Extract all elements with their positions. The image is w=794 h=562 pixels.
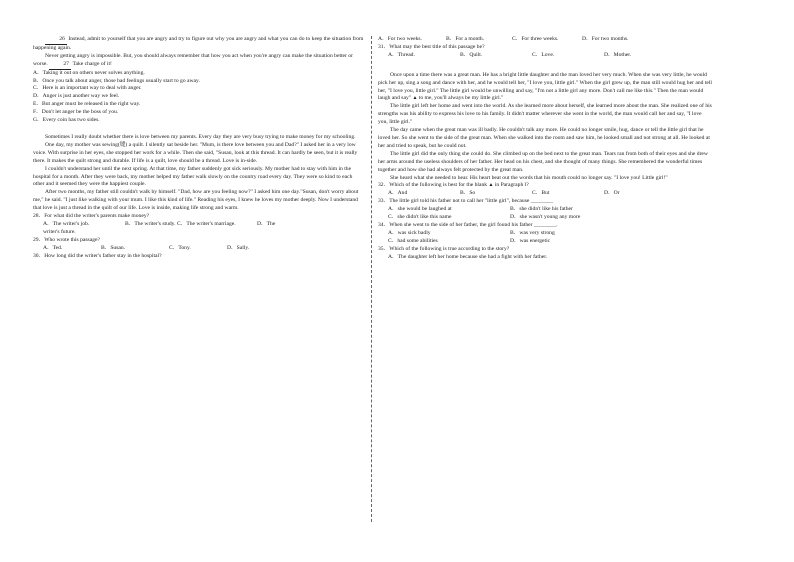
story-paragraph-2: One day, my mother was sewing(缝) a quilt. I silently sat beside her. "Mum, is there love between you and Dad?" I asked her in a very low voice. With surprise in her eyes, she stopped her work for a while. Then she said, "Susan, look at this thread. It can hardly be seen, but it is really there. It makes the quilt strong and durable. If life is a quilt, love should be a thread. Love is in-side. (33, 141, 358, 164)
q30-option-b: B．For a month. (446, 36, 485, 42)
story-paragraph-4: After two months, my father still couldn't walk by himself. "Dad, how are you feeling now?" I asked him one day."Susan, don't worry about me," he said. "I just like walking with your mum. I like this kind of life." Reading his eyes, I knew he loves my mother deeply. Now I understand that love is just a thread in the quilt of our life. Love is inside, making life strong and warm. (33, 189, 359, 212)
question-34: 34．When she went to the side of her father, the girl found his father ________. (378, 221, 558, 228)
option-b: B．Once you talk about anger, those bad feelings usually start to go away. (33, 77, 200, 84)
q29-option-d: D．Sally. (227, 244, 250, 251)
story2-paragraph-1: Once upon a time there was a great man. He has a bright little daughter and the man loved her very much. When she was very little, he would pick her up, sing a song and dance with her, and he would tell her, "I love you, little girl." When the girl grew up, the man still would hug her and tell her, "I love you, little girl." The little girl would be unwilling and say, "I'm not a little girl any more. Don't call me like this." Then the man would laugh and say" ▲ to me, you'll always be my little girl." (378, 71, 712, 102)
q35-option-a: A．The daughter left her home because she had a fight with her father. (388, 253, 548, 260)
story-paragraph-3: I couldn't understand her until the next spring. At that time, my father suddenly got sick seriously. My mother had to stay with him in the hospital for a month. After they were back, my mother helped my father walk slowly on the country road every day. They were so kind to each other and it seemed they were the happiest couple. (33, 165, 353, 188)
q28-option-d: D．The (257, 220, 276, 227)
question-30-options (378, 36, 712, 44)
q31-option-a: A．Thread. (388, 51, 415, 58)
option-c: C．Here is an important way to deal with anger. (33, 85, 142, 92)
q28-option-d-continued: writer's future. (43, 228, 76, 235)
paragraph-continuation: 26 Instead, admit to yourself that you are angry and try to figure out why you are angry and what you can do to keep the situation from happening again. (33, 36, 364, 51)
left-column (33, 36, 365, 260)
story-paragraph-1: Sometimes I really doubt whether there is love between my parents. Every day they are very busy trying to make money for my schooling. (45, 133, 356, 140)
q31-option-d: D．Mother. (604, 51, 632, 58)
q33-option-b: B．she didn't like his father (510, 206, 573, 213)
q29-option-a: A．Ted. (43, 244, 63, 251)
q32-option-d: D．Or (604, 190, 620, 197)
q32-option-a: A．And (388, 190, 408, 197)
q31-option-c: C．Love. (532, 51, 555, 58)
question-28-options (33, 221, 365, 229)
q28-option-c: C．The writer's marriage. (177, 220, 236, 227)
question-33: 33．The little girl told his father not to call her "little girl", because ________ (378, 198, 554, 205)
question-31: 31．What may the best title of this passage be? (378, 43, 485, 50)
q30-option-c: C．For three weeks. (512, 36, 559, 42)
q30-option-d: D．For two months. (582, 36, 629, 42)
q28-option-a: A．The writer's job. (43, 220, 90, 227)
option-g: G．Every coin has two sides. (33, 117, 100, 124)
story2-paragraph-3: The day came when the great man was ill badly. He couldn't talk any more. He could no longer smile, hug, dance or tell the little girl that he loved her. So she went to the side of the great man. When she walked into the room and saw him, he looked small and not strong at all. He looked at her and tried to speak, but he could not. (378, 127, 710, 149)
q34-option-b: B．was very strong (510, 229, 555, 236)
q29-option-b: B．Susan. (101, 244, 126, 251)
story2-paragraph-2: The little girl left her home and went into the world. As she learned more about herself, she learned more about the man. She realized one of his strengths was his ability to express his love to his family. It didn't matter wherever she went in the world, the man would call her and say, "I love you, little girl." (378, 103, 712, 126)
question-29: 29．Who wrote this passage? (33, 236, 100, 243)
q33-option-a: A．she would be laughed at (388, 206, 452, 213)
option-e: E．But anger must be released in the right way. (33, 101, 141, 108)
option-a: A．Taking it out on others never solves anything. (33, 69, 145, 76)
question-31-options (378, 52, 712, 60)
question-32: 32．Which of the following is best for the blank ▲ in Paragraph l? (378, 182, 529, 189)
q31-option-b: B．Quilt. (460, 51, 483, 58)
question-29-options (33, 245, 365, 253)
q28-option-b: B．The writer's study. (125, 220, 176, 227)
q30-option-a: A．For two weeks. (378, 36, 422, 42)
q33-option-d: D．she wasn't young any more (510, 214, 581, 221)
question-34-options-row1 (378, 230, 712, 238)
q29-option-c: C．Tony. (169, 244, 191, 251)
question-28: 28．For what did the writer's parents make money? (33, 213, 150, 220)
option-f: F．Don't let anger be the boss of you. (33, 109, 119, 116)
blank-triangle-marker: ▲ (412, 96, 418, 102)
q33-option-c: C．she didn't like this name (388, 214, 452, 221)
q32-triangle-marker: ▲ (488, 183, 494, 189)
question-33-options-row2 (378, 214, 712, 222)
question-33-options-row1 (378, 206, 712, 214)
question-35: 35．Which of the following is true according to the story? (378, 245, 510, 252)
q34-option-d: D．was energetic (510, 237, 551, 244)
story2-paragraph-5: She heard what she needed to hear. His heart beat out the words that his mouth could no longer say. "I love you! Little girl!" (390, 174, 668, 181)
story2-paragraph-4: The little girl did the only thing she could do. She climbed up on the bed next to the great man. Tears ran from both of their eyes and she drew her arms around the useless shoulders of her father. Her head on his chest, and she thought of many things. She remembered the wonderful times together and how she had always felt protected by the great man. (378, 150, 708, 173)
q32-option-c: C．But (532, 190, 550, 197)
right-column (378, 36, 712, 261)
blank-27: 27 (49, 61, 71, 70)
option-d: D．Anger is just another way we feel. (33, 93, 120, 100)
paragraph-anger: Never getting angry is impossible. But, you should always remember that how you act when you're angry can make the situation better or worse. 27 Take charge of it! (33, 53, 365, 70)
q32-option-b: B．So (460, 190, 476, 197)
column-divider (371, 36, 372, 522)
blank-26: 26 (45, 36, 67, 45)
question-34-options-row2 (378, 238, 712, 246)
q34-option-a: A．was sick badly (388, 229, 431, 236)
q34-option-c: C．had some abilities (388, 237, 438, 244)
question-30: 30．How long did the writer's father stay in the hospital? (33, 252, 162, 259)
